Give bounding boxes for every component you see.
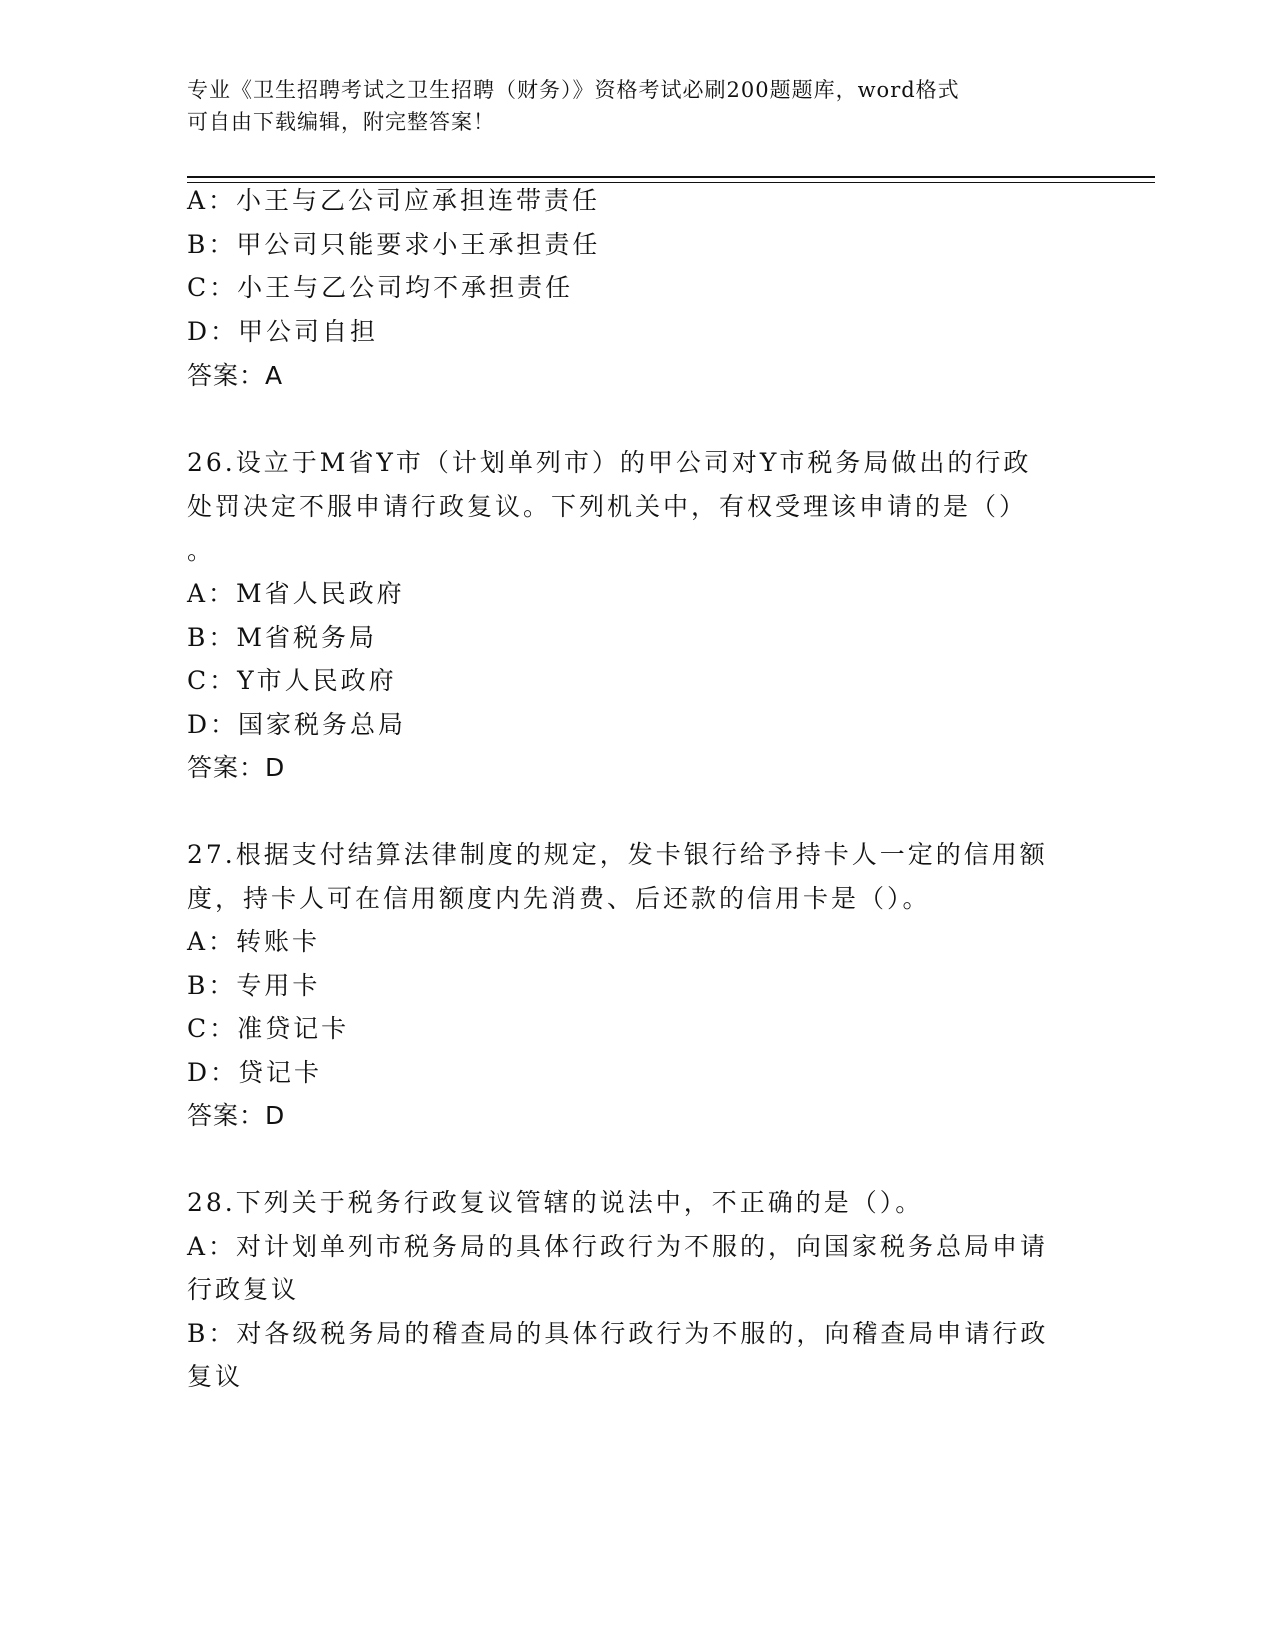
q27-option-a: A：转账卡 [187,927,321,956]
q26-stem-line-1: 26.设立于M省Y市（计划单列市）的甲公司对Y市税务局做出的行政 [187,448,1032,477]
document-header [187,74,1067,138]
q26-option-b: B：M省税务局 [187,623,377,652]
q25-option-a: A：小王与乙公司应承担连带责任 [187,186,601,215]
q28-option-b-line-1: B：对各级税务局的稽查局的具体行政行为不服的，向稽查局申请行政 [187,1319,1049,1348]
q28-stem-line-1: 28.下列关于税务行政复议管辖的说法中，不正确的是（）。 [187,1188,924,1217]
q25-answer: 答案：A [187,361,284,390]
q26-stem-line-3: 。 [187,536,216,565]
q27-option-b: B：专用卡 [187,971,321,1000]
q25-option-d: D：甲公司自担 [187,317,379,346]
q27-option-d: D：贷记卡 [187,1058,323,1087]
header-title-line-1: 专业《卫生招聘考试之卫生招聘（财务）》资格考试必刷200题题库，word格式 [187,78,960,102]
q27-stem-line-1: 27.根据支付结算法律制度的规定，发卡银行给予持卡人一定的信用额 [187,840,1048,869]
q27-stem-line-2: 度，持卡人可在信用额度内先消费、后还款的信用卡是（）。 [187,884,931,913]
q28-option-b-line-2: 复议 [187,1362,244,1391]
header-rule-thick [187,176,1155,178]
header-title-line-2: 可自由下载编辑，附完整答案！ [187,110,495,134]
q26-option-c: C：Y市人民政府 [187,666,397,695]
q25-option-c: C：小王与乙公司均不承担责任 [187,273,574,302]
q26-option-d: D：国家税务总局 [187,710,407,739]
q26-answer: 答案：D [187,753,286,782]
q28-option-a-line-1: A：对计划单列市税务局的具体行政行为不服的，向国家税务总局申请 [187,1232,1049,1261]
q27-option-c: C：准贷记卡 [187,1014,350,1043]
q25-option-b: B：甲公司只能要求小王承担责任 [187,230,601,259]
q28-option-a-line-2: 行政复议 [187,1275,300,1304]
q26-option-a: A：M省人民政府 [187,579,405,608]
q26-stem-line-2: 处罚决定不服申请行政复议。下列机关中，有权受理该申请的是（） [187,492,1028,521]
q27-answer: 答案：D [187,1101,286,1130]
